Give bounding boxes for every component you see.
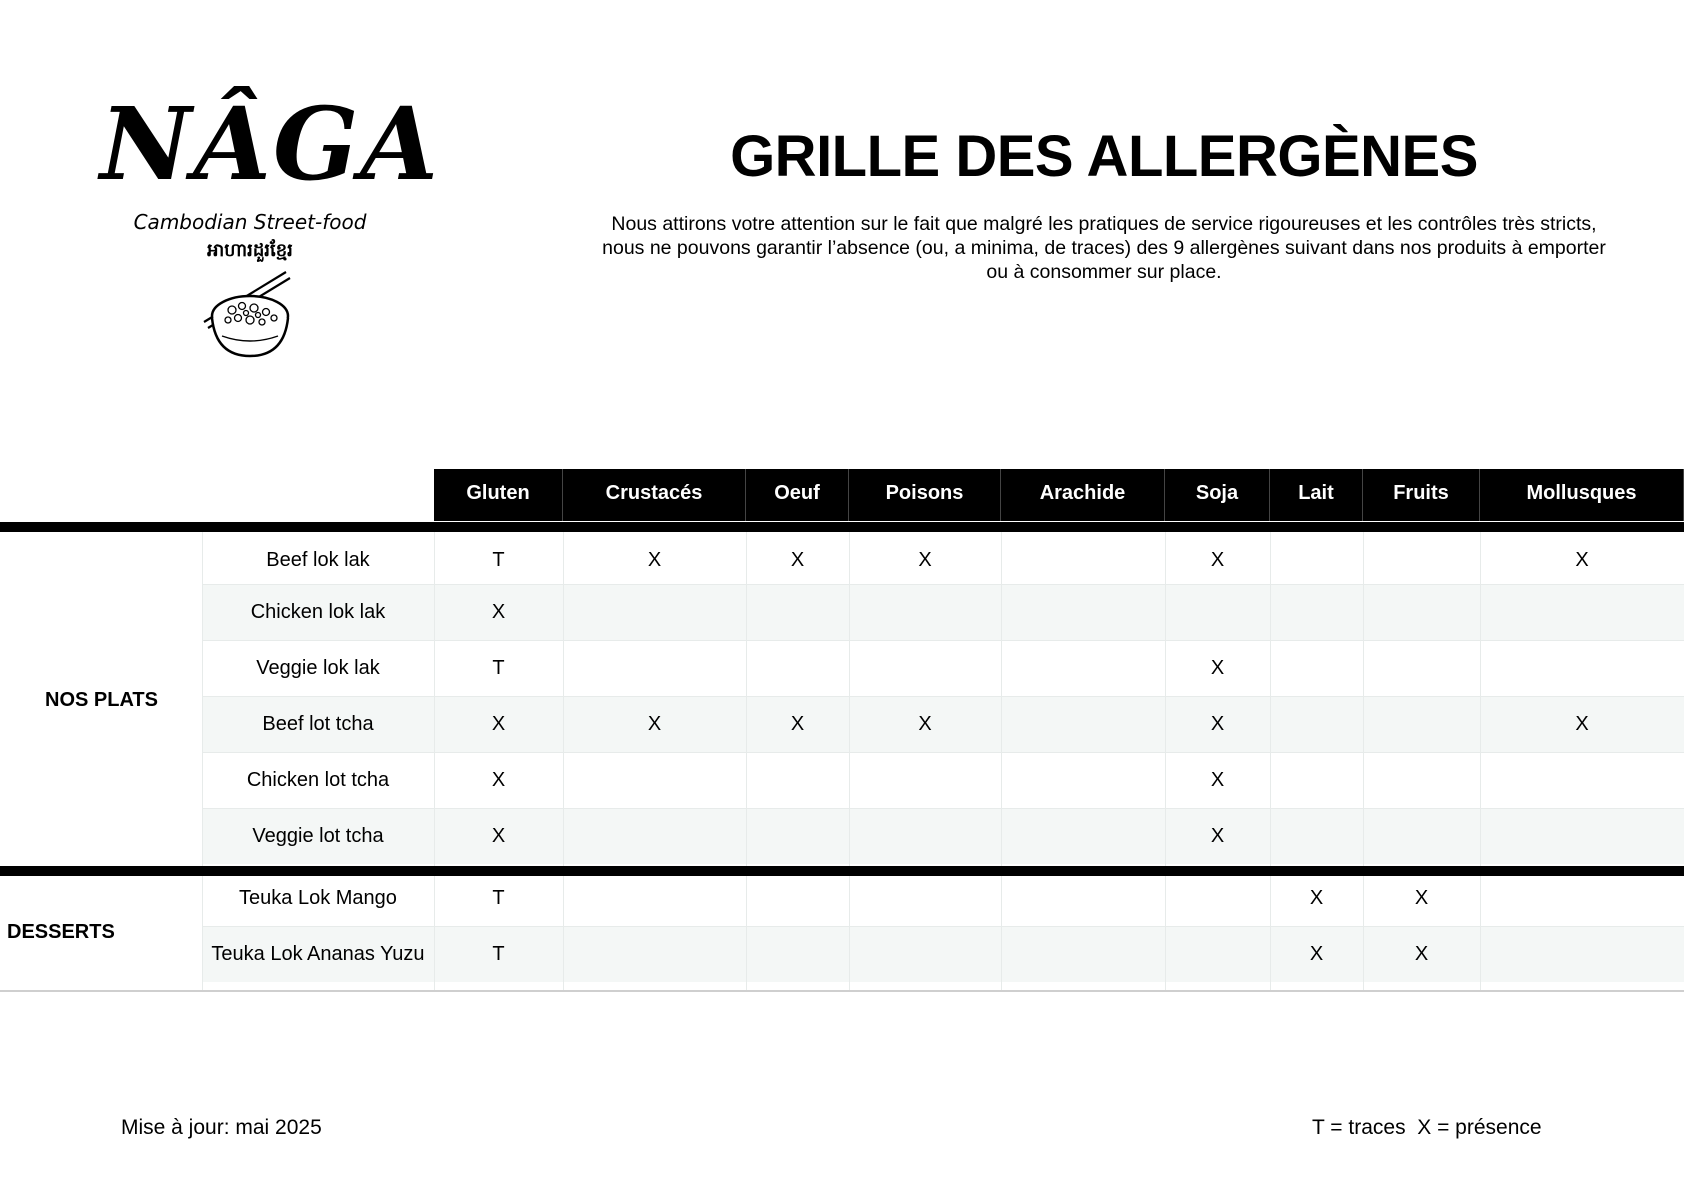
section-label: NOS PLATS — [45, 689, 158, 711]
allergen-mark: X — [491, 713, 506, 735]
brand-logo — [100, 85, 440, 368]
column-divider — [849, 532, 850, 990]
allergen-mark: X — [1575, 713, 1589, 735]
allergen-mark: X — [790, 549, 805, 571]
allergen-mark: X — [1414, 887, 1429, 909]
column-header: Crustacés — [563, 469, 746, 521]
section-label: DESSERTS — [7, 921, 115, 943]
allergen-mark: X — [1210, 825, 1225, 847]
column-divider — [1363, 532, 1364, 990]
header-rule — [0, 522, 1684, 532]
allergen-mark: X — [1210, 713, 1225, 735]
dish-name: Teuka Lok Ananas Yuzu — [211, 943, 425, 965]
allergen-mark: T — [492, 657, 505, 679]
last-updated: Mise à jour: mai 2025 — [121, 1116, 322, 1139]
column-header: Fruits — [1363, 469, 1480, 521]
column-divider — [1270, 532, 1271, 990]
column-header: Soja — [1165, 469, 1270, 521]
allergen-mark: X — [1210, 657, 1225, 679]
section-rule — [0, 866, 1684, 876]
row-divider — [202, 752, 1684, 753]
column-divider — [434, 532, 435, 990]
logo-tagline: Cambodian Street-food — [133, 210, 367, 234]
allergen-mark: X — [918, 549, 932, 571]
allergen-mark: X — [1210, 769, 1225, 791]
intro-notice: Nous attirons votre attention sur le fait que malgré les pratiques de service rigoureuses et les contrôles très stricts, nous ne pouvons garantir l’absence (ou, a minima, de traces) des 9 allergènes suivant dans nos produits à emporter ou à consommer sur place. — [602, 213, 1606, 283]
dish-name: Chicken lok lak — [250, 601, 386, 623]
column-header: Oeuf — [746, 469, 849, 521]
dish-name: Beef lot tcha — [262, 713, 374, 735]
allergen-table — [0, 469, 1684, 991]
allergen-mark: X — [1575, 549, 1589, 571]
allergen-mark: X — [1309, 887, 1324, 909]
column-header: Mollusques — [1480, 469, 1684, 521]
page-title: GRILLE DES ALLERGÈNES — [730, 124, 1478, 189]
column-header: Gluten — [434, 469, 563, 521]
row-divider — [202, 926, 1684, 927]
column-header: Lait — [1270, 469, 1363, 521]
row-divider — [202, 584, 1684, 585]
allergen-mark: X — [1309, 943, 1324, 965]
allergen-mark: X — [491, 825, 506, 847]
row-divider — [202, 696, 1684, 697]
column-divider — [1480, 532, 1481, 990]
column-divider — [563, 532, 564, 990]
legend: T = traces X = présence — [1312, 1116, 1542, 1139]
column-divider — [1165, 532, 1166, 990]
dish-name: Veggie lok lak — [256, 657, 380, 679]
allergen-mark: X — [790, 713, 805, 735]
allergen-mark: X — [647, 549, 662, 571]
row-divider — [202, 808, 1684, 809]
logo-khmer-text: អាហារដួរខ្មែរ — [207, 240, 293, 261]
allergen-mark: X — [1210, 549, 1225, 571]
allergen-mark: X — [1414, 943, 1429, 965]
column-divider — [746, 532, 747, 990]
column-header: Arachide — [1001, 469, 1165, 521]
dish-name: Teuka Lok Mango — [239, 887, 397, 909]
logo-wordmark: NÂGA — [100, 85, 440, 203]
allergen-mark: X — [491, 601, 506, 623]
dish-name: Veggie lot tcha — [252, 825, 384, 847]
allergen-mark: X — [918, 713, 932, 735]
allergen-mark: T — [492, 943, 505, 965]
allergen-mark: X — [491, 769, 506, 791]
dish-name: Chicken lot tcha — [246, 769, 390, 791]
allergen-mark: X — [647, 713, 662, 735]
column-divider — [1001, 532, 1002, 990]
table-bottom-rule — [0, 990, 1684, 992]
column-header: Poisons — [849, 469, 1001, 521]
noodle-bowl-icon — [200, 270, 296, 360]
dish-name: Beef lok lak — [266, 549, 370, 571]
allergen-mark: T — [492, 887, 505, 909]
row-divider — [202, 640, 1684, 641]
allergen-mark: T — [492, 549, 505, 571]
